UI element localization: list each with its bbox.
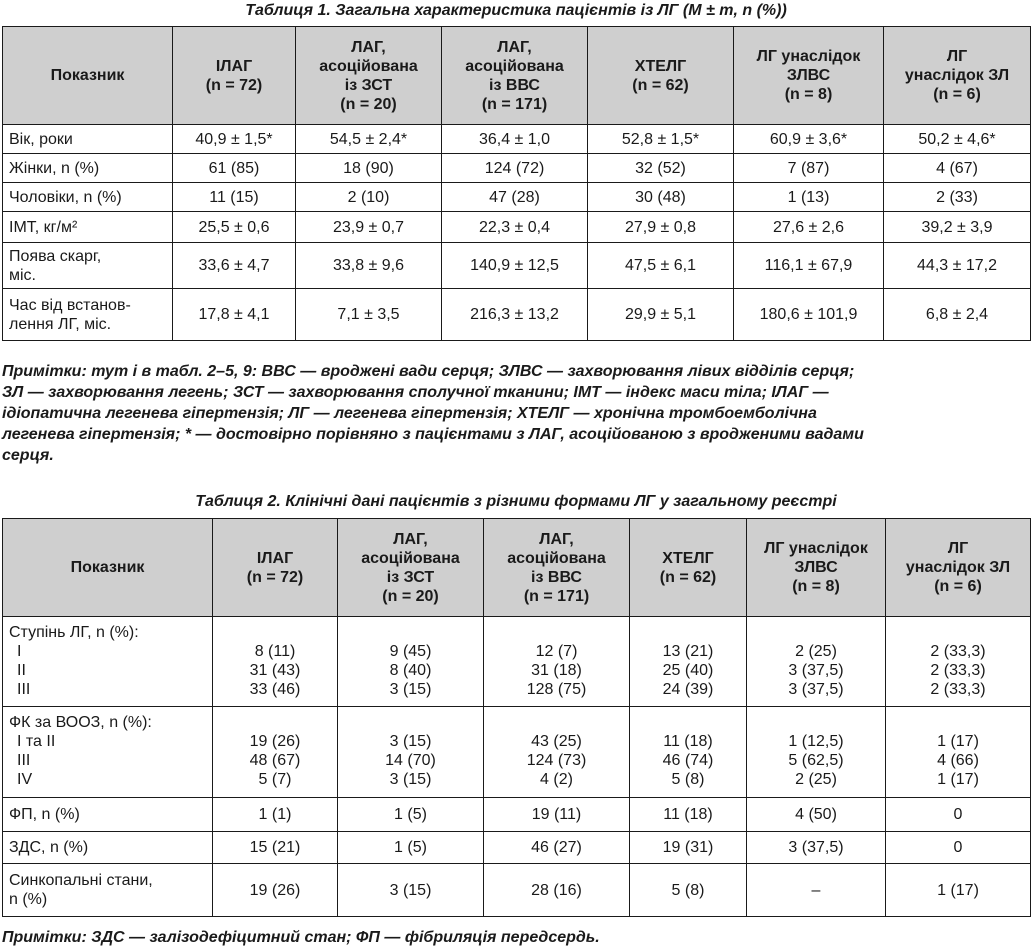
cell-line: 1 (1) [258,806,292,823]
header-line: із ВВС [531,568,582,586]
cell-line: 3 (37,5) [788,839,844,856]
table-cell [886,617,1031,707]
table-row [3,183,1031,212]
header-line: ЛГ [947,540,969,557]
row-label-line: ІІ [17,662,26,679]
table-cell: 54,5 ± 2,4* [296,125,442,154]
table-cell: 52,8 ± 1,5* [588,125,734,154]
table-cell [484,864,630,917]
table2-header-cell [213,519,338,617]
table1-header-row [3,27,1031,125]
table-cell [630,864,747,917]
header-line: ЛГ унаслідок [764,540,868,557]
table-cell [747,617,886,707]
header-line: (n = 6) [934,578,982,595]
header-line: (n = 72) [205,76,263,94]
row-label [3,154,173,183]
row-label-line: IV [17,771,33,788]
table2-header-cell [338,519,484,617]
cell-line: 46 (27) [531,839,582,856]
table-cell: 60,9 ± 3,6* [734,125,884,154]
cell-line: 2 (33,3) [930,662,986,679]
cell-line: 4 (2) [540,771,573,788]
cell-line [488,713,625,732]
table-cell [338,832,484,864]
header-line: асоційована [507,549,606,567]
row-label-line: ІІІ [17,681,31,698]
table-cell: 216,3 ± 13,2 [442,289,588,341]
cell-line: 19 (11) [531,806,582,823]
row-label [3,707,213,798]
table-cell [484,707,630,798]
header-line: ЗЛВС [794,559,838,576]
table-cell [213,864,338,917]
table-cell: 47 (28) [442,183,588,212]
table-cell: 2 (10) [296,183,442,212]
cell-line: 12 (7) [535,643,578,660]
row-label-line: Синкопальні стани, [9,872,153,889]
header-line: ЛАГ, [497,38,532,56]
header-line: Показник [50,67,125,84]
table-cell [747,832,886,864]
cell-line: 31 (18) [531,662,582,679]
cell-line: 9 (45) [389,643,432,660]
cell-line: 2 (33,3) [930,681,986,698]
table-cell [747,864,886,917]
header-line: із ЗСТ [386,568,435,586]
cell-line: 124 (73) [526,752,587,769]
table-cell: 2 (33) [884,183,1031,212]
table-cell [630,617,747,707]
table-row [3,617,1031,707]
table-cell [747,798,886,832]
cell-line [342,623,479,642]
row-label-line: Ступінь ЛГ, n (%): [9,624,139,641]
cell-line: 28 (16) [531,881,582,899]
cell-line: 1 (17) [937,771,979,788]
header-line: ЛАГ, [351,38,386,56]
cell-line: 31 (43) [249,662,301,679]
header-line: (n = 62) [632,76,689,94]
table-row [3,289,1031,341]
header-line: ЛАГ, [539,530,574,548]
table-row [3,154,1031,183]
table-cell: 30 (48) [588,183,734,212]
table-cell: 25,5 ± 0,6 [173,212,296,243]
table-cell [213,832,338,864]
cell-line: 3 (15) [389,771,432,788]
header-line: (n = 20) [382,587,439,605]
table-cell [484,617,630,707]
table-cell [630,798,747,832]
row-label-line: Чоловіки, n (%) [9,188,122,206]
cell-line: 3 (15) [389,733,432,750]
table-row [3,798,1031,832]
header-line: ЛГ унаслідок [756,48,861,65]
table-cell: 36,4 ± 1,0 [442,125,588,154]
table-cell: 33,8 ± 9,6 [296,243,442,289]
table2-header-row [3,519,1031,617]
table-cell: 50,2 ± 4,6* [884,125,1031,154]
row-label-line: ЗДС, n (%) [9,839,89,856]
row-label-line: Поява скарг, [9,247,102,265]
row-label-line: Вік, роки [9,130,73,148]
cell-line: 25 (40) [662,662,714,679]
table-cell [213,707,338,798]
header-line: ІЛАГ [215,57,253,75]
cell-line: 8 (11) [254,643,296,660]
cell-line [890,623,1026,642]
table1-header-cell [296,27,442,125]
table-cell: 44,3 ± 17,2 [884,243,1031,289]
cell-line: 19 (26) [249,881,301,899]
header-line: ХТЕЛГ [662,549,714,567]
cell-line: 3 (37,5) [788,662,844,679]
cell-line [217,713,333,732]
header-line: (n = 6) [933,86,981,103]
table-cell [630,832,747,864]
table1-header-cell [3,27,173,125]
cell-line [890,713,1026,732]
cell-line: 13 (21) [662,643,714,660]
header-line: (n = 171) [481,95,548,113]
table-cell: 6,8 ± 2,4 [884,289,1031,341]
cell-line: 14 (70) [385,752,436,769]
table-cell: 180,6 ± 101,9 [734,289,884,341]
table2-note-line: Примітки: ЗДС — залізодефіцитний стан; ФП — фібриляція передсердь. [2,929,600,946]
row-label-text: ІМТ, кг/м² [9,218,78,236]
table-row [3,832,1031,864]
header-line: із ВВС [489,76,540,94]
cell-line [488,623,625,642]
table-cell [338,798,484,832]
table-cell: 27,9 ± 0,8 [588,212,734,243]
table-cell: 61 (85) [173,154,296,183]
row-label [3,289,173,341]
table-cell [747,707,886,798]
table-cell: 33,6 ± 4,7 [173,243,296,289]
table2-header-cell [747,519,886,617]
cell-line: 48 (67) [249,752,301,769]
table-cell: 11 (15) [173,183,296,212]
table-cell [338,864,484,917]
cell-line: 0 [953,839,963,856]
table2-caption: Таблиця 2. Клінічні дані пацієнтів з різними формами ЛГ у загальному реєстрі [195,493,837,510]
cell-line: 4 (66) [937,752,979,769]
table1-note-line: ідіопатична легенева гіпертензія; ЛГ — легенева гіпертензія; ХТЕЛГ — хронічна тромбоемболічна [2,405,817,422]
header-line: ЛАГ, [393,530,428,548]
table-cell: 22,3 ± 0,4 [442,212,588,243]
table2-header-cell [630,519,747,617]
table1-header-cell [884,27,1031,125]
table1-note-line: Примітки: тут і в табл. 2–5, 9: ВВС — вроджені вади серця; ЗЛВС — захворювання лівих відділів серця; [2,363,855,380]
table1-note-line: ЗЛ — захворювання легень; ЗСТ — захворювання сполучної тканини; ІМТ — індекс маси тіла; ІЛАГ — [2,384,829,401]
cell-line: 46 (74) [662,752,714,769]
table2-header-cell [3,519,213,617]
table1-header-cell [442,27,588,125]
table-cell: 29,9 ± 5,1 [588,289,734,341]
header-line: (n = 20) [340,95,397,113]
row-label [3,798,213,832]
cell-line: 2 (25) [795,643,837,660]
header-line: асоційована [319,57,418,75]
cell-line [634,623,742,642]
table-cell [213,617,338,707]
table-cell [484,832,630,864]
table1-header-cell [588,27,734,125]
table-cell [886,864,1031,917]
row-label-line: лення ЛГ, міс. [9,315,112,333]
table-cell: 23,9 ± 0,7 [296,212,442,243]
table-row [3,212,1031,243]
row-label [3,212,173,243]
row-label-line: ІІІ [17,752,31,769]
table1-caption: Таблиця 1. Загальна характеристика пацієнтів із ЛГ (M ± m, n (%)) [245,2,787,19]
cell-line: 24 (39) [662,681,714,698]
row-label [3,183,173,212]
cell-line [751,713,881,732]
header-line: унаслідок ЗЛ [905,559,1011,576]
table-cell [213,798,338,832]
row-label-line: ФК за ВООЗ, n (%): [9,714,152,731]
row-label-line: ФП, n (%) [9,806,80,823]
cell-line [751,623,881,642]
header-line: ЛГ [946,48,968,65]
cell-line: 5 (8) [671,881,705,899]
row-label-line: І [17,643,22,660]
table2-header-cell [484,519,630,617]
header-line: унаслідок ЗЛ [904,67,1010,84]
cell-line: 11 (18) [663,733,713,750]
table-cell [338,707,484,798]
header-line: (n = 8) [784,86,833,103]
table-cell [484,798,630,832]
cell-line: 1 (12,5) [788,733,844,750]
cell-line: 1 (17) [937,733,979,750]
header-line: (n = 8) [792,578,840,595]
header-line: асоційована [361,549,460,567]
cell-line: 19 (26) [249,733,301,750]
table-row [3,125,1031,154]
table-cell: 18 (90) [296,154,442,183]
cell-line: 2 (25) [795,771,837,788]
cell-line: 5 (7) [258,771,292,788]
cell-line [217,623,333,642]
cell-line: 5 (62,5) [788,752,844,769]
table1-note-line: легенева гіпертензія; * — достовірно порівняно з пацієнтами з ЛАГ, асоційованою з вродженими вадами [2,426,864,443]
header-line: асоційована [465,57,564,75]
table1-notes [2,361,1028,466]
cell-line: 19 (31) [662,839,714,856]
table-cell: 27,6 ± 2,6 [734,212,884,243]
cell-line: 11 (18) [663,806,713,823]
table-cell: 7,1 ± 3,5 [296,289,442,341]
table-cell: 17,8 ± 4,1 [173,289,296,341]
header-line: (n = 171) [523,587,590,605]
table1-header-cell [173,27,296,125]
table2 [2,518,1031,917]
cell-line: 43 (25) [531,733,582,750]
cell-line [634,713,742,732]
header-line: (n = 72) [246,568,304,586]
table1-header-cell [734,27,884,125]
table-cell [630,707,747,798]
table-cell: 7 (87) [734,154,884,183]
cell-line: 3 (37,5) [788,681,844,698]
row-label [3,617,213,707]
header-line: ХТЕЛГ [634,57,687,75]
cell-line: 3 (15) [389,881,432,899]
table-cell: 47,5 ± 6,1 [588,243,734,289]
header-line: Показник [70,559,145,576]
cell-line: 1 (5) [394,839,427,856]
header-line: ІЛАГ [256,549,294,567]
table1-note-line: серця. [2,447,54,464]
table2-header-cell [886,519,1031,617]
table-cell [338,617,484,707]
cell-line [342,713,479,732]
table-cell: 4 (67) [884,154,1031,183]
cell-line: 3 (15) [389,681,432,698]
table-cell [886,707,1031,798]
row-label-line: І та ІІ [17,733,56,750]
table-row [3,707,1031,798]
table-cell: 1 (13) [734,183,884,212]
table-cell: 39,2 ± 3,9 [884,212,1031,243]
cell-line: – [811,881,821,899]
header-line: (n = 62) [659,568,717,586]
row-label-line: міс. [9,266,36,284]
cell-line: 2 (33,3) [930,643,986,660]
table-row [3,864,1031,917]
table-cell: 140,9 ± 12,5 [442,243,588,289]
row-label [3,864,213,917]
cell-line: 128 (75) [526,681,587,698]
row-label [3,832,213,864]
table-cell [886,832,1031,864]
cell-line: 4 (50) [795,806,837,823]
cell-line: 1 (17) [937,881,979,899]
table-cell: 40,9 ± 1,5* [173,125,296,154]
row-label-line: n (%) [9,891,48,908]
table-cell [886,798,1031,832]
table-cell: 124 (72) [442,154,588,183]
cell-line: 15 (21) [249,839,301,856]
cell-line: 1 (5) [394,806,427,823]
row-label-line: Час від встанов- [9,296,131,314]
row-label-line: Жінки, n (%) [9,159,100,177]
header-line: із ЗСТ [344,76,393,94]
row-label [3,125,173,154]
table-cell: 116,1 ± 67,9 [734,243,884,289]
row-label [3,243,173,289]
cell-line: 5 (8) [671,771,705,788]
cell-line: 33 (46) [249,681,301,698]
table-row [3,243,1031,289]
table-cell: 32 (52) [588,154,734,183]
header-line: ЗЛВС [786,67,831,84]
cell-line: 0 [953,806,963,823]
cell-line: 8 (40) [389,662,432,679]
table2-notes [2,927,1028,948]
table1 [2,26,1031,341]
